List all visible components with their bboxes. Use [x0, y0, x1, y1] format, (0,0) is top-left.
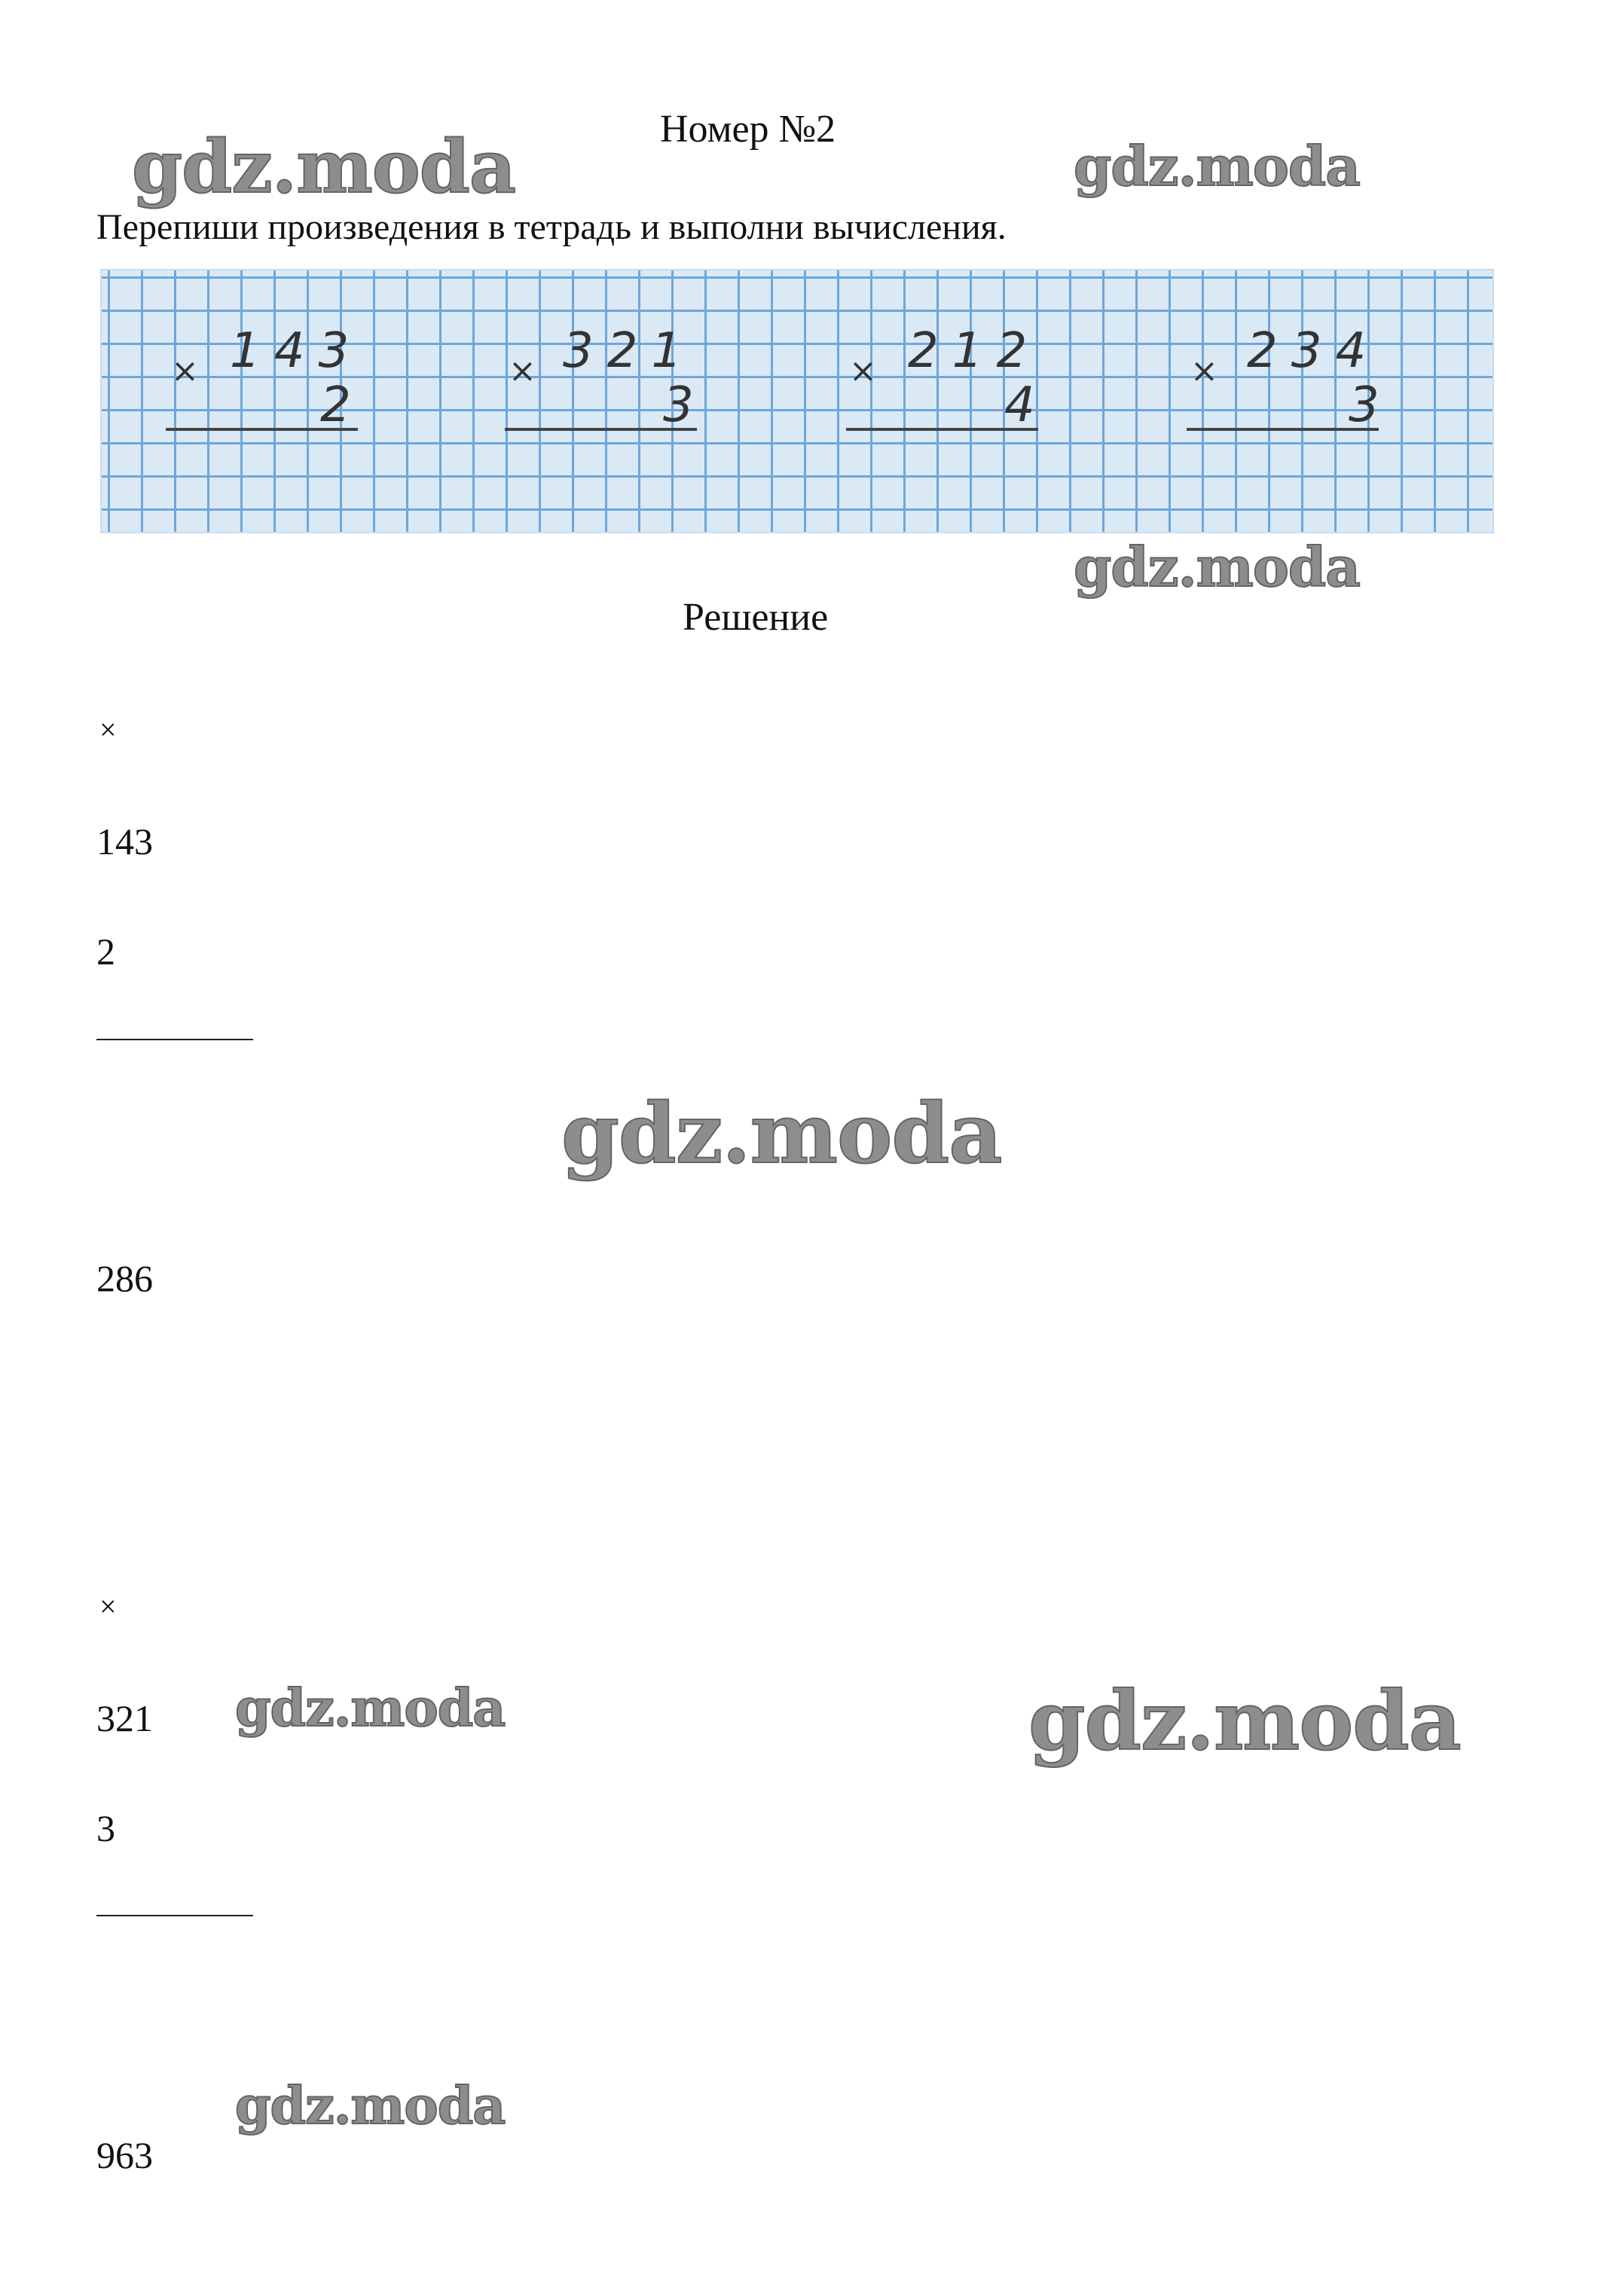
problem-2-multiplicand: 321: [563, 323, 696, 379]
problem-2-multiplier: 3: [663, 377, 694, 433]
problem-2-times: ×: [509, 352, 536, 390]
exercise-drawing: [102, 270, 1492, 532]
solution-heading: Решение: [683, 596, 829, 639]
solution-2-multiplicand: 321: [96, 1697, 153, 1739]
solution-1-multiplicand: 143: [96, 820, 153, 863]
solution-1-result: 286: [96, 1257, 153, 1299]
problem-1: [166, 323, 362, 433]
watermark-logo: gdz.moda: [1074, 134, 1360, 198]
watermark-logo: gdz.moda: [561, 1085, 1002, 1182]
problem-4: [1187, 323, 1379, 433]
solution-2-rule: [96, 1915, 253, 1916]
watermark-logo: gdz.moda: [1074, 535, 1360, 599]
watermark-logo: gdz.moda: [1028, 1674, 1461, 1769]
problem-3-multiplicand: 212: [908, 323, 1041, 379]
problem-3: [846, 323, 1040, 433]
problem-1-times: ×: [171, 352, 199, 390]
task-text: Перепиши произведения в тетрадь и выполни вычисления.: [96, 207, 1007, 247]
problem-4-multiplier: 3: [1349, 377, 1379, 433]
problem-1-multiplier: 2: [320, 377, 351, 433]
exercise-image: [100, 269, 1494, 533]
solution-2-multiplier: 3: [96, 1807, 115, 1849]
page-title: Номер №2: [660, 108, 836, 151]
solution-1-times: ×: [99, 713, 117, 747]
problem-3-multiplier: 4: [1004, 377, 1035, 433]
watermark-logo: gdz.moda: [235, 2076, 506, 2136]
solution-2-result: 963: [96, 2134, 153, 2176]
solution-1-multiplier: 2: [96, 930, 115, 972]
problem-1-multiplicand: 143: [230, 323, 363, 379]
solution-1-rule: [96, 1039, 253, 1040]
problem-2: [505, 323, 697, 433]
problem-4-times: ×: [1190, 352, 1218, 390]
problem-3-times: ×: [849, 352, 877, 390]
problem-4-multiplicand: 234: [1247, 323, 1380, 379]
watermark-logo: gdz.moda: [132, 124, 516, 209]
solution-2-times: ×: [99, 1589, 117, 1623]
watermark-logo: gdz.moda: [235, 1678, 506, 1739]
